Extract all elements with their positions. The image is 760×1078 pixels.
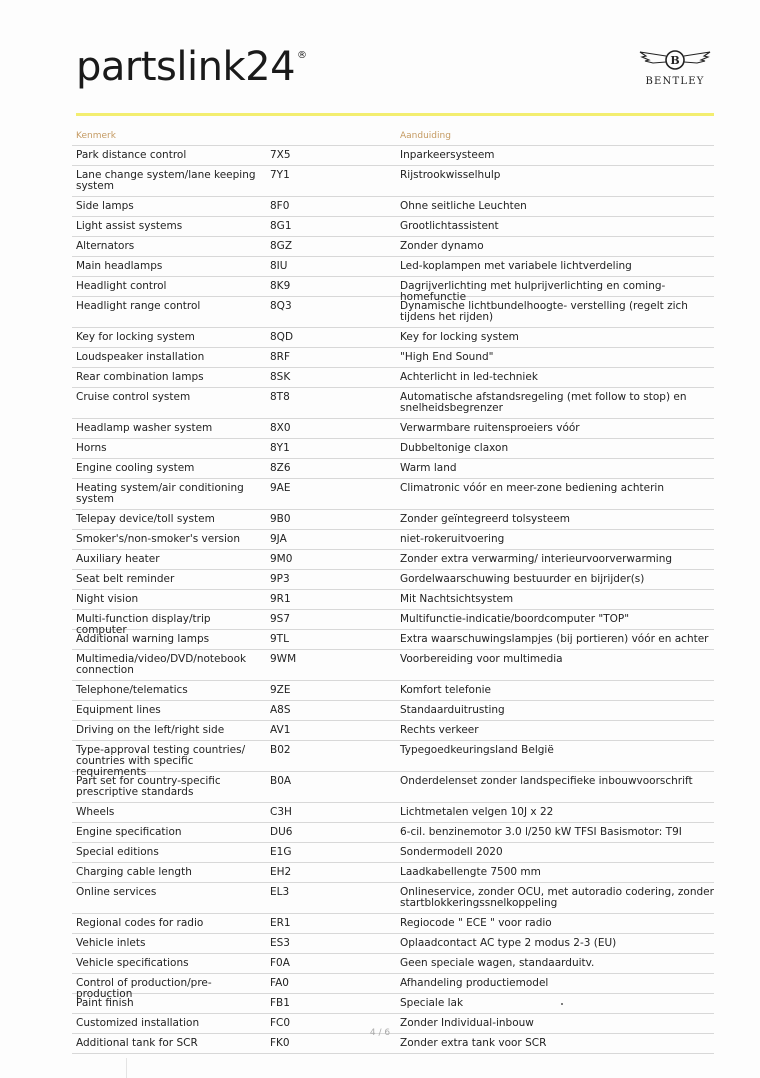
feature-cell: Park distance control — [76, 149, 187, 161]
brand-name: BENTLEY — [645, 76, 705, 87]
feature-cell: Customized installation — [76, 1017, 200, 1029]
code-cell: 9ZE — [270, 684, 291, 696]
description-cell: Rechts verkeer — [400, 724, 479, 736]
description-cell: Geen speciale wagen, standaarduitv. — [400, 957, 595, 969]
feature-cell: Headlamp washer system — [76, 422, 213, 434]
code-cell: B02 — [270, 744, 291, 756]
feature-cell: Special editions — [76, 846, 159, 858]
table-body — [72, 146, 714, 1054]
code-cell: 8RF — [270, 351, 291, 363]
description-cell: Zonder geïntegreerd tolsysteem — [400, 513, 571, 525]
feature-cell: Additional warning lamps — [76, 633, 210, 645]
description-cell: Key for locking system — [400, 331, 519, 343]
table-row — [72, 994, 714, 1014]
description-cell: Climatronic vóór en meer-zone bediening achterin — [400, 482, 665, 494]
code-cell: 9JA — [270, 533, 287, 545]
code-cell: 8Y1 — [270, 442, 290, 454]
code-cell: 7Y1 — [270, 169, 290, 181]
description-cell: niet-rokeruitvoering — [400, 533, 505, 545]
code-cell: FA0 — [270, 977, 289, 989]
code-cell: 8GZ — [270, 240, 293, 252]
code-cell: 9WM — [270, 653, 297, 665]
description-cell: Standaarduitrusting — [400, 704, 505, 716]
table-row — [72, 914, 714, 934]
code-cell: 9R1 — [270, 593, 291, 605]
table-row — [72, 459, 714, 479]
code-cell: ES3 — [270, 937, 290, 949]
feature-cell: Regional codes for radio — [76, 917, 204, 929]
feature-cell: Driving on the left/right side — [76, 724, 225, 736]
partslink24-logo — [76, 44, 307, 90]
table-row — [72, 954, 714, 974]
code-cell: ER1 — [270, 917, 291, 929]
description-cell: "High End Sound" — [400, 351, 494, 363]
description-cell: Oplaadcontact AC type 2 modus 2-3 (EU) — [400, 937, 617, 949]
description-cell: Mit Nachtsichtsystem — [400, 593, 514, 605]
description-cell: Speciale lak — [400, 997, 464, 1009]
code-cell: 8SK — [270, 371, 291, 383]
table-row — [72, 823, 714, 843]
feature-cell: Type-approval testing countries/ countries with specific requirements — [76, 744, 246, 778]
table-row — [72, 257, 714, 277]
description-cell: Zonder dynamo — [400, 240, 484, 252]
feature-cell: Key for locking system — [76, 331, 195, 343]
description-cell: Zonder Individual-inbouw — [400, 1017, 534, 1029]
feature-cell: Smoker's/non-smoker's version — [76, 533, 240, 545]
column-header-description: Aanduiding — [400, 131, 451, 141]
feature-cell: Multi-function display/trip computer — [76, 613, 211, 636]
description-cell: Dagrijverlichting met hulprijverlichting en coming- homefunctie — [400, 280, 666, 303]
feature-cell: Charging cable length — [76, 866, 192, 878]
code-cell: FK0 — [270, 1037, 290, 1049]
feature-cell: Seat belt reminder — [76, 573, 175, 585]
table-row — [72, 803, 714, 823]
header-divider — [76, 113, 714, 116]
code-cell: C3H — [270, 806, 292, 818]
description-cell: 6-cil. benzinemotor 3.0 l/250 kW TFSI Basismotor: T9I — [400, 826, 682, 838]
table-row — [72, 166, 714, 197]
feature-cell: Cruise control system — [76, 391, 191, 403]
table-row — [72, 510, 714, 530]
description-cell: Typegoedkeuringsland België — [400, 744, 554, 756]
table-row — [72, 681, 714, 701]
code-cell: 8F0 — [270, 200, 290, 212]
feature-cell: Headlight control — [76, 280, 167, 292]
code-cell: DU6 — [270, 826, 293, 838]
code-cell: 9S7 — [270, 613, 291, 625]
table-row — [72, 772, 714, 803]
feature-cell: Alternators — [76, 240, 135, 252]
logo-text: partslink24 — [76, 44, 296, 90]
feature-cell: Equipment lines — [76, 704, 161, 716]
code-cell: 8X0 — [270, 422, 291, 434]
code-cell: FC0 — [270, 1017, 291, 1029]
description-cell: Automatische afstandsregeling (met follow to stop) en snelheidsbegrenzer — [400, 391, 687, 414]
description-cell: Inparkeersysteem — [400, 149, 495, 161]
description-cell: Regiocode " ECE " voor radio — [400, 917, 552, 929]
table-row — [72, 439, 714, 459]
table-header — [72, 128, 714, 146]
code-cell: 8T8 — [270, 391, 290, 403]
feature-cell: Online services — [76, 886, 157, 898]
description-cell: Multifunctie-indicatie/boordcomputer "TOP" — [400, 613, 630, 625]
table-row — [72, 388, 714, 419]
table-row — [72, 419, 714, 439]
description-cell: Gordelwaarschuwing bestuurder en bijrijder(s) — [400, 573, 645, 585]
table-row — [72, 197, 714, 217]
feature-cell: Side lamps — [76, 200, 134, 212]
table-row — [72, 630, 714, 650]
table-row — [72, 570, 714, 590]
emblem-letter: B — [670, 54, 680, 67]
description-cell: Lichtmetalen velgen 10J x 22 — [400, 806, 554, 818]
equipment-table — [72, 128, 714, 1054]
feature-cell: Paint finish — [76, 997, 134, 1009]
bentley-logo — [630, 48, 720, 87]
table-row — [72, 328, 714, 348]
page-number: 4 / 6 — [369, 1028, 391, 1038]
description-cell: Komfort telefonie — [400, 684, 492, 696]
code-cell: 9TL — [270, 633, 289, 645]
code-cell: B0A — [270, 775, 292, 787]
table-row — [72, 217, 714, 237]
code-cell: E1G — [270, 846, 292, 858]
bentley-wings-icon — [636, 48, 714, 72]
feature-cell: Vehicle specifications — [76, 957, 189, 969]
feature-cell: Night vision — [76, 593, 139, 605]
table-row — [72, 146, 714, 166]
column-header-feature: Kenmerk — [76, 131, 116, 141]
description-cell: Voorbereiding voor multimedia — [400, 653, 563, 665]
table-row — [72, 277, 714, 303]
feature-cell: Telephone/telematics — [76, 684, 188, 696]
code-cell: FB1 — [270, 997, 290, 1009]
code-cell: 8K9 — [270, 280, 291, 292]
feature-cell: Headlight range control — [76, 300, 201, 312]
table-row — [72, 368, 714, 388]
feature-cell: Main headlamps — [76, 260, 163, 272]
table-row — [72, 479, 714, 510]
code-cell: EH2 — [270, 866, 292, 878]
feature-cell: Heating system/air conditioning system — [76, 482, 244, 505]
description-cell: Ohne seitliche Leuchten — [400, 200, 527, 212]
description-cell: Zonder extra verwarming/ interieurvoorverwarming — [400, 553, 673, 565]
feature-cell: Horns — [76, 442, 107, 454]
feature-cell: Engine cooling system — [76, 462, 195, 474]
description-cell: Onderdelenset zonder landspecifieke inbouwvoorschrift — [400, 775, 693, 787]
table-row — [72, 843, 714, 863]
table-row — [72, 610, 714, 636]
description-cell: Grootlichtassistent — [400, 220, 499, 232]
description-cell: Zonder extra tank voor SCR — [400, 1037, 547, 1049]
table-row — [72, 550, 714, 570]
code-cell: 9B0 — [270, 513, 291, 525]
registered-mark: ® — [297, 50, 307, 61]
table-row — [72, 297, 714, 328]
description-cell: Extra waarschuwingslampjes (bij portieren) vóór en achter — [400, 633, 709, 645]
code-cell: 8Q3 — [270, 300, 292, 312]
feature-cell: Part set for country-specific prescriptive standards — [76, 775, 221, 798]
code-cell: 8Z6 — [270, 462, 291, 474]
table-row — [72, 721, 714, 741]
feature-cell: Telepay device/toll system — [76, 513, 215, 525]
code-cell: 9P3 — [270, 573, 290, 585]
feature-cell: Vehicle inlets — [76, 937, 146, 949]
table-row — [72, 348, 714, 368]
code-cell: F0A — [270, 957, 290, 969]
code-cell: 8IU — [270, 260, 288, 272]
feature-cell: Multimedia/video/DVD/notebook connection — [76, 653, 247, 676]
code-cell: 8G1 — [270, 220, 292, 232]
feature-cell: Control of production/pre-production — [76, 977, 212, 1000]
table-row — [72, 701, 714, 721]
feature-cell: Wheels — [76, 806, 115, 818]
table-row — [72, 741, 714, 778]
feature-cell: Auxiliary heater — [76, 553, 160, 565]
table-row — [72, 530, 714, 550]
description-cell: Dynamische lichtbundelhoogte- verstelling (regelt zich tijdens het rijden) — [400, 300, 688, 323]
description-cell: Afhandeling productiemodel — [400, 977, 549, 989]
description-cell: Led-koplampen met variabele lichtverdeling — [400, 260, 632, 272]
description-cell: Rijstrookwisselhulp — [400, 169, 501, 181]
description-cell: Laadkabellengte 7500 mm — [400, 866, 541, 878]
description-cell: Sondermodell 2020 — [400, 846, 503, 858]
description-cell: Achterlicht in led-techniek — [400, 371, 538, 383]
code-cell: EL3 — [270, 886, 290, 898]
description-cell: Warm land — [400, 462, 457, 474]
code-cell: A8S — [270, 704, 291, 716]
description-cell: Verwarmbare ruitensproeiers vóór — [400, 422, 580, 434]
code-cell: 8QD — [270, 331, 294, 343]
feature-cell: Lane change system/lane keeping system — [76, 169, 256, 192]
table-row — [72, 974, 714, 1000]
scan-artifact — [126, 1058, 127, 1078]
feature-cell: Light assist systems — [76, 220, 183, 232]
table-row — [72, 237, 714, 257]
table-row — [72, 934, 714, 954]
code-cell: AV1 — [270, 724, 291, 736]
table-row — [72, 590, 714, 610]
feature-cell: Additional tank for SCR — [76, 1037, 198, 1049]
code-cell: 7X5 — [270, 149, 291, 161]
description-cell: Onlineservice, zonder OCU, met autoradio codering, zonder startblokkeringssnelkoppeling — [400, 886, 714, 909]
table-row — [72, 650, 714, 681]
scan-speck — [561, 1003, 563, 1005]
code-cell: 9M0 — [270, 553, 293, 565]
feature-cell: Rear combination lamps — [76, 371, 204, 383]
feature-cell: Loudspeaker installation — [76, 351, 205, 363]
table-row — [72, 883, 714, 914]
code-cell: 9AE — [270, 482, 291, 494]
description-cell: Dubbeltonige claxon — [400, 442, 509, 454]
table-row — [72, 863, 714, 883]
feature-cell: Engine specification — [76, 826, 182, 838]
